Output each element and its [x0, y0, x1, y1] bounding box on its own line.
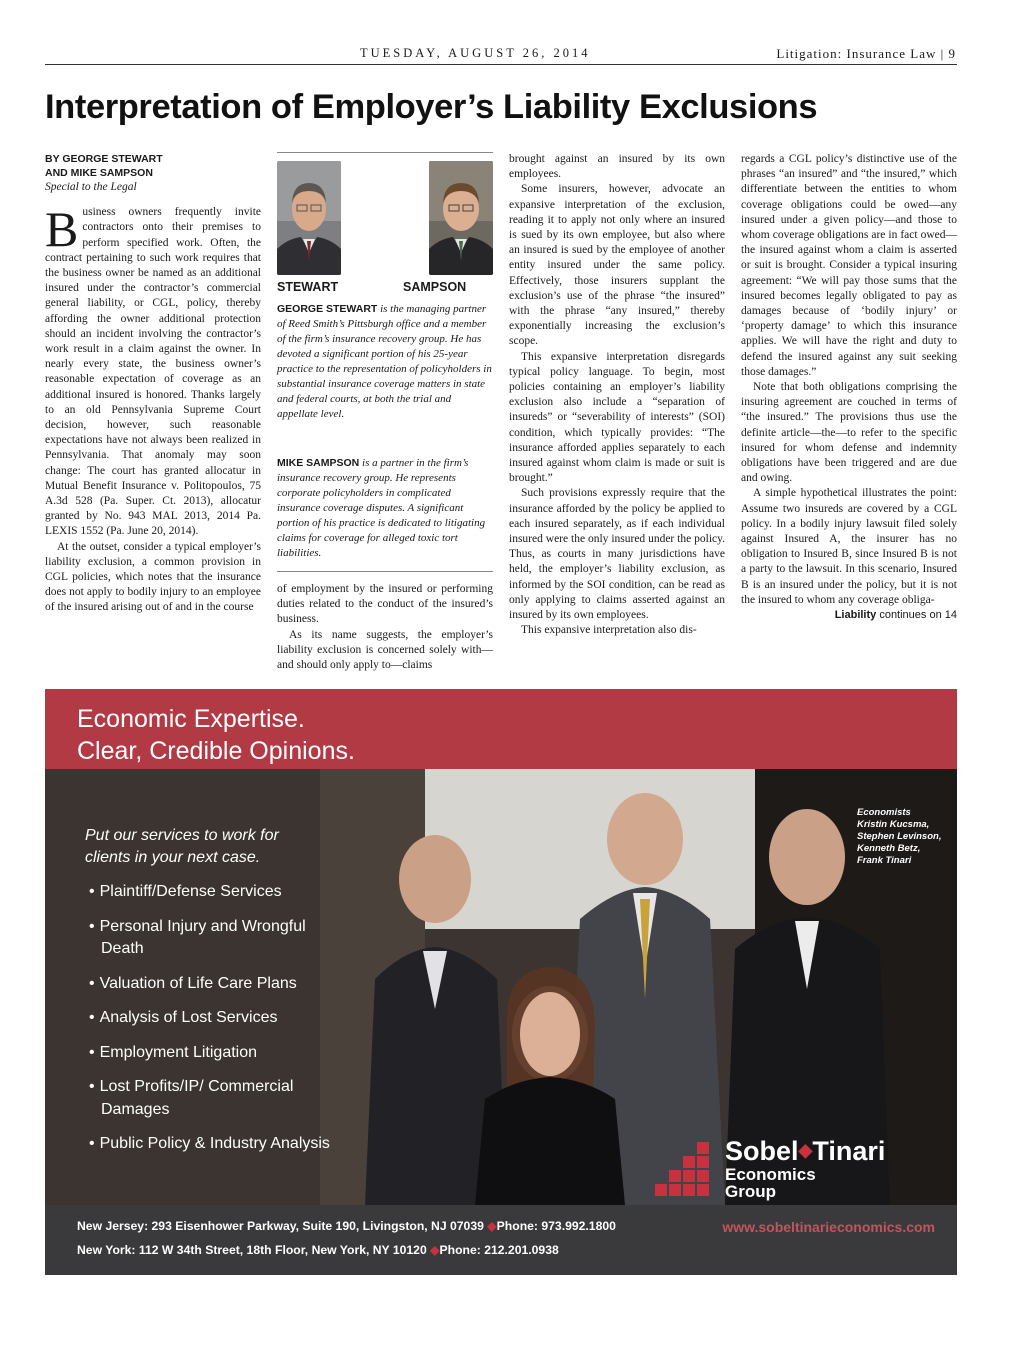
paragraph: of employment by the insured or performing duties related to the conduct of the insured’s business. [277, 583, 493, 626]
ad-headline [77, 703, 355, 767]
paragraph: regards a CGL policy’s distinctive use of the phrases “an insured” and “the insured,” which differentiate between the entities to whom coverage obligations could be owed—any insured under a given policy—and those to whom coverage obligations are in fact owed—the insured against whom a claim is asserted or suit is brought. Consider a typical insuring agreement: “We will pay those sums that the insured becomes legally obligated to pay as damages because of ‘bodily injury’ or ‘property damage’ to which this insurance applies. We will have the right and duty to defend the insured against any suit seeking those damages.” [741, 153, 957, 378]
byline-1: BY GEORGE STEWART [45, 153, 163, 165]
author-box [277, 152, 493, 559]
economist-name: Kenneth Betz, [857, 843, 921, 854]
byline-2: AND MIKE SAMPSON [45, 167, 153, 179]
author-bio-stewart [277, 302, 493, 422]
ny-contact [77, 1243, 559, 1257]
service-item: • Valuation of Life Care Plans [89, 973, 331, 996]
author-name-right: SAMPSON [403, 280, 467, 294]
drop-cap: B [45, 201, 79, 258]
paragraph: Such provisions expressly require that the insurance afforded by the policy be applied to each insured separately, as if each individual insured were the only insured under the policy. Thus, as courts in many jurisdictions have held, the employer’s liability exclusion, as informed by the SOI condition, can be read as only applying to claims asserted against an insured by its own employees. [509, 487, 725, 622]
divider [277, 571, 493, 572]
paragraph [45, 201, 261, 539]
continues-word: Liability [834, 609, 877, 622]
section-label: Litigation: Insurance Law | 9 [776, 46, 956, 61]
economists-caption [857, 807, 941, 867]
author-photo-stewart [277, 161, 341, 275]
paragraph: At the outset, consider a typical employer’s liability exclusion, a common provision in CGL policies, which notes that the insurance does not apply to bodily injury to an employee of the insured arising out of and in the course [45, 540, 261, 614]
economist-name: Stephen Levinson, [857, 831, 942, 842]
article-title: Interpretation of Employer’s Liability Exclusions [45, 88, 818, 126]
special-note: Special to the Legal [45, 181, 137, 193]
service-item: • Public Policy & Industry Analysis [89, 1133, 331, 1156]
logo-word-tinari: Tinari [812, 1136, 886, 1166]
continues-text: continues on 14 [876, 609, 957, 622]
ad-tagline [85, 825, 279, 869]
economist-name: Frank Tinari [857, 855, 912, 866]
author-name-left: STEWART [277, 280, 339, 294]
logo-subtitle [725, 1166, 816, 1200]
service-item: • Personal Injury and Wrongful Death [89, 916, 331, 961]
nj-contact [77, 1219, 616, 1233]
paragraph: As its name suggests, the employer’s liability exclusion is concerned solely with—and should only apply to—claims [277, 628, 493, 672]
logo-name [725, 1136, 885, 1167]
diamond-icon: ◆ [798, 1140, 813, 1160]
continues-note[interactable] [741, 608, 957, 623]
ad-headline-line-1: Economic Expertise. [77, 705, 305, 733]
website-link[interactable]: www.sobeltinarieconomics.com [722, 1219, 935, 1235]
paragraph: This expansive interpretation also dis- [521, 624, 697, 637]
diamond-icon: ◆ [426, 1243, 440, 1257]
paragraph: A simple hypothetical illustrates the point: Assume two insureds are covered by a CGL policy. In a bodily injury lawsuit filed solely against Insured A, the insurer has no obligation to Insured B, since Insured B is not a party to the lawsuit. In this scenario, Insured B is an insured under the policy, but it is not the insured to whom any coverage obliga- [741, 487, 957, 606]
tagline-line-2: clients in your next case. [85, 849, 261, 866]
paragraph: brought against an insured by its own employees. [509, 153, 725, 181]
bio-name: MIKE SAMPSON [277, 457, 360, 469]
bio-name: GEORGE STEWART [277, 303, 378, 315]
logo-line-2: Economics [725, 1165, 816, 1184]
header-rule [45, 64, 957, 65]
nj-address: New Jersey: 293 Eisenhower Parkway, Suite 190, Livingston, NJ 07039 [77, 1219, 484, 1233]
service-item: • Plaintiff/Defense Services [89, 881, 331, 904]
paragraph: This expansive interpretation disregards typical policy language. To begin, most policies containing an employer’s liability exclusion also include a “separation of insureds” or “severability of interests” (SOI) condition, which typically provides: “The insurance afforded applies separately to each insured against whom claim is made or suit is brought.” [509, 350, 725, 485]
service-item: • Employment Litigation [89, 1042, 331, 1065]
logo-mark-icon [653, 1142, 719, 1206]
author-bio-sampson [277, 456, 493, 561]
ad-headline-line-2: Clear, Credible Opinions. [77, 737, 355, 765]
service-item: • Analysis of Lost Services [89, 1007, 331, 1030]
logo-word-sobel: Sobel [725, 1136, 799, 1166]
ny-address: New York: 112 W 34th Street, 18th Floor, New York, NY 10120 [77, 1243, 427, 1257]
nj-phone: Phone: 973.992.1800 [496, 1219, 616, 1233]
paragraph-text: usiness owners frequently invite contractors onto their premises to perform specified work. Often, the contract pertaining to such work requires that the business owner be named as an additional insured under the contractor’s commercial general liability, or CGL, policy, thereby affording the owner additional protection should an incident involving the contractor’s work result in a claim against the owner. In nearly every state, the business owner’s reasonable expectation of coverage as an additional insured is honored. Thanks largely to an old Pennsylvania Supreme Court decision, however, such reasonable expectations have not always been realized in Pennsylvania. That anomaly may soon change: The court has granted allocatur in Mutual Benefit Insurance v. Politopoulos, 75 A.3d 528 (Pa. Super. Ct. 2013), allocatur granted by No. 943 MAL 2013, 2014 Pa. LEXIS 1552 (Pa. June 20, 2014). [45, 206, 261, 538]
bio-text: is a partner in the firm’s insurance recovery group. He represents corporate policyholders in complicated insurance coverage disputes. A significant portion of his practice is dedicated to litigating claims for coverage for alleged toxic tort liabilities. [277, 457, 486, 559]
logo-line-3: Group [725, 1182, 776, 1201]
article-column-2 [277, 582, 493, 673]
article-column-4 [741, 152, 957, 623]
article-column-3 [509, 152, 725, 639]
service-item: • Lost Profits/IP/ Commercial Damages [89, 1076, 331, 1121]
services-list [89, 881, 331, 1168]
paragraph: Note that both obligations comprising the insuring agreement are couched in terms of “the insured.” The provisions thus use the definite article—the—to refer to the specific insured for whom defense and indemnity obligations have been triggered and are due and owing. [741, 381, 957, 485]
tagline-line-1: Put our services to work for [85, 827, 279, 844]
ad-footer [45, 1205, 957, 1275]
issue-date: TUESDAY, AUGUST 26, 2014 [360, 46, 591, 60]
bio-text: is the managing partner of Reed Smith’s Pittsburgh office and a member of the firm’s insurance recovery group. He has devoted a significant portion of his 25-year practice to the representation of policyholders in substantial insurance coverage matters in state and federal courts, at both the trial and appellate level. [277, 303, 492, 420]
divider [277, 152, 493, 153]
author-photo-sampson [429, 161, 493, 275]
paragraph: Some insurers, however, advocate an expansive interpretation of the exclusion, reading it to apply not only where an insured is sued by its own employee, but also where an insured is sued by the employee of another entity insured under the same policy. Effectively, those insurers supplant the exclusion’s use of the phrase “the insured” with the phrase “any insured,” thereby exponentially increasing the exclusion’s scope. [509, 183, 725, 348]
ny-phone: Phone: 212.201.0938 [439, 1243, 559, 1257]
economists-label: Economists [857, 807, 911, 818]
economist-name: Kristin Kucsma, [857, 819, 930, 830]
article-column-1 [45, 152, 261, 616]
diamond-icon: ◆ [483, 1219, 497, 1233]
advertisement [45, 689, 957, 1275]
